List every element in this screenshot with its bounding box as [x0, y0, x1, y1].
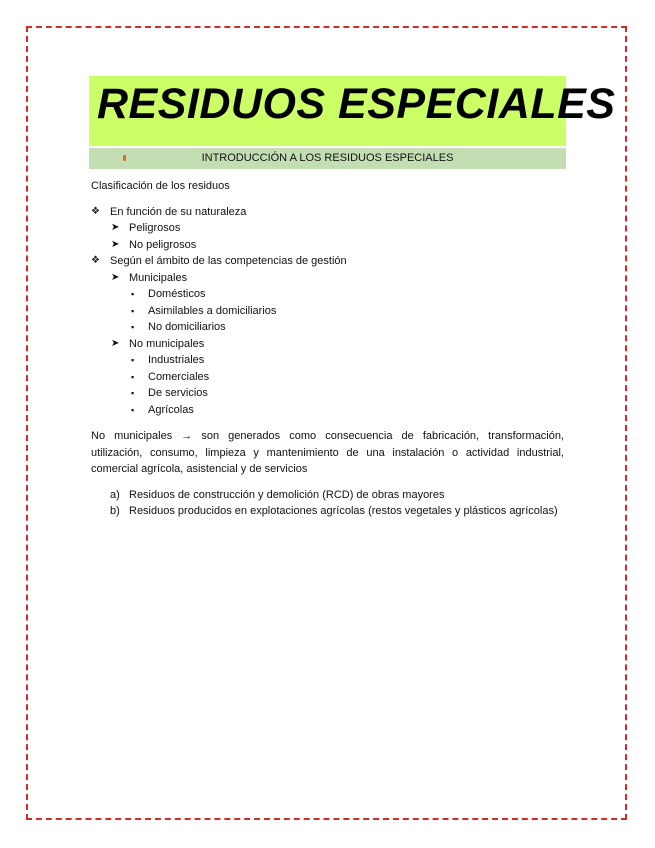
decorative-mark	[123, 155, 126, 161]
list-item	[91, 319, 564, 336]
list-item-label: En función de su naturaleza	[110, 205, 247, 218]
document-body	[91, 178, 564, 520]
list-item-label: Residuos de construcción y demolición (RCD) de obras mayores	[129, 488, 445, 501]
section-heading: INTRODUCCIÓN A LOS RESIDUOS ESPECIALES	[201, 152, 454, 164]
arrow-bullet-icon: ➤	[111, 271, 120, 283]
definition-paragraph: No municipales → son generados como consecuencia de fabricación, transformación, utilización, consumo, limpieza y mantenimiento de una instalación o actividad industrial, comercial agrícola, asistencial y de servicios	[91, 430, 564, 475]
square-bullet-icon: ▪	[131, 355, 135, 365]
list-item	[91, 220, 564, 237]
square-bullet-icon: ▪	[131, 388, 135, 398]
list-item-label: No peligrosos	[129, 238, 197, 251]
list-item-label: Industriales	[148, 354, 205, 366]
list-item-label: No domiciliarios	[148, 321, 226, 333]
list-item	[91, 237, 564, 254]
diamond-bullet-icon: ❖	[91, 205, 100, 217]
page-title: RESIDUOS ESPECIALES	[97, 80, 616, 128]
list-item	[91, 286, 564, 303]
classification-list	[91, 204, 564, 419]
list-item-label: Comerciales	[148, 370, 210, 383]
list-item	[91, 385, 564, 402]
list-item	[91, 369, 564, 386]
list-item	[91, 402, 564, 419]
list-item-label: Peligrosos	[129, 222, 181, 234]
list-letter: b)	[110, 505, 120, 517]
square-bullet-icon: ▪	[131, 289, 135, 299]
list-letter: a)	[110, 488, 120, 501]
list-item-label: Asimilables a domiciliarios	[148, 304, 277, 317]
section-heading-bar	[89, 148, 566, 169]
arrow-bullet-icon: ➤	[111, 222, 120, 233]
list-item	[91, 487, 564, 504]
square-bullet-icon: ▪	[131, 404, 135, 415]
list-item	[91, 303, 564, 320]
list-item	[91, 204, 564, 221]
list-item-label: Residuos producidos en explotaciones agrícolas (restos vegetales y plásticos agrícolas)	[129, 505, 558, 517]
list-item	[91, 336, 564, 353]
title-banner	[89, 76, 616, 146]
square-bullet-icon: ▪	[131, 322, 135, 332]
list-item-label: Municipales	[129, 271, 188, 284]
intro-text: Clasificación de los residuos	[91, 180, 230, 192]
list-item-label: Según el ámbito de las competencias de gestión	[110, 255, 347, 267]
list-item-label: De servicios	[148, 387, 208, 399]
list-item-label: Agrícolas	[148, 403, 194, 416]
list-item	[91, 503, 564, 520]
list-item	[91, 253, 564, 270]
diamond-bullet-icon: ❖	[91, 255, 100, 266]
examples-list	[91, 487, 564, 520]
list-item-label: No municipales	[129, 337, 205, 350]
square-bullet-icon: ▪	[131, 305, 135, 316]
list-item-label: Domésticos	[148, 288, 206, 300]
arrow-bullet-icon: ➤	[111, 238, 120, 250]
arrow-bullet-icon: ➤	[111, 337, 120, 349]
square-bullet-icon: ▪	[131, 371, 135, 382]
list-item	[91, 270, 564, 287]
list-item	[91, 352, 564, 369]
